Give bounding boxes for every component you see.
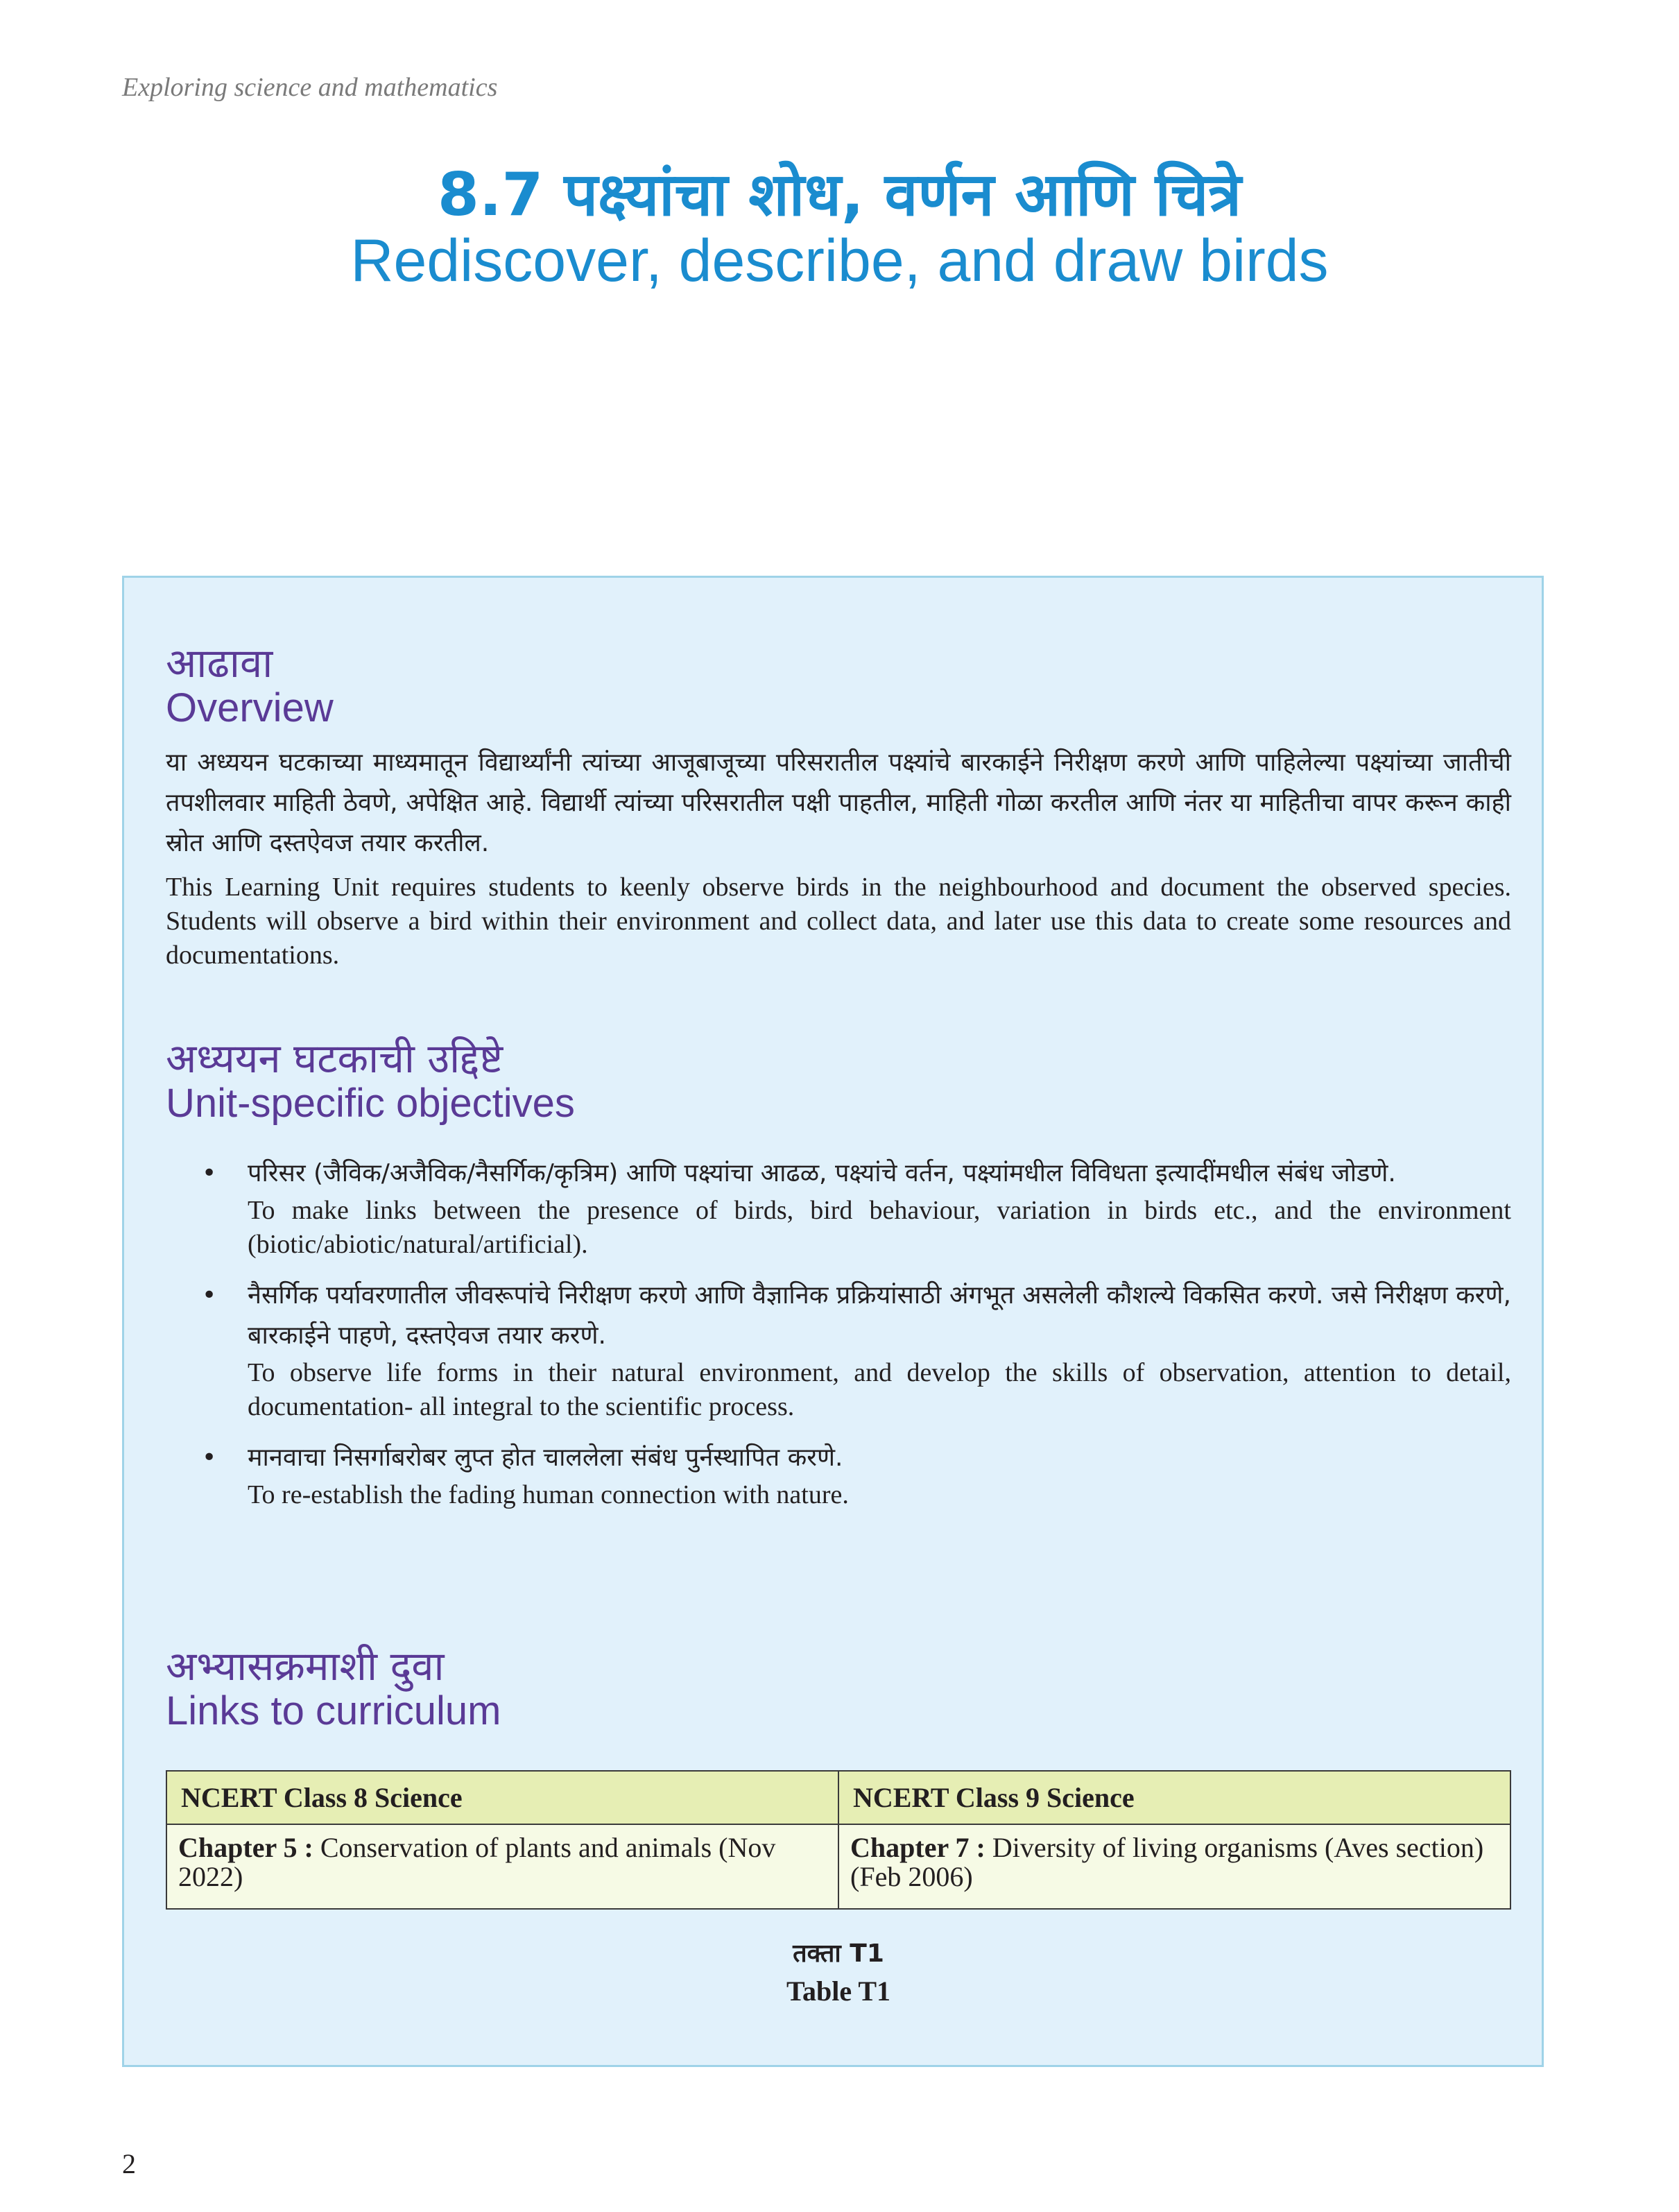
table-row [166, 1824, 1510, 1909]
curriculum-section [166, 1645, 1511, 1733]
table-cell [166, 1824, 838, 1909]
chapter-label: Chapter 5 : [178, 1832, 313, 1863]
bullet: • [202, 1443, 217, 1472]
table-caption-mr: तक्ता T1 [793, 1939, 884, 1968]
table-caption-en: Table T1 [786, 1975, 891, 2007]
objective-text-mr: परिसर (जैविक/अजैविक/नैसर्गिक/कृत्रिम) आणि पक्ष्यांचा आढळ, पक्ष्यांचे वर्तन, पक्ष्यांमधील विविधता इत्यादींमधील संबंध जोडणे. [248, 1158, 1396, 1188]
overview-text-mr: या अध्ययन घटकाच्या माध्यमातून विद्यार्थ्यांनी त्यांच्या आजूबाजूच्या परिसरातील पक्ष्यांचे बारकाईने निरीक्षण करणे आणि पाहिलेल्या पक्ष्यांच्या जातीची तपशीलवार माहिती ठेवणे, अपेक्षित आहे. विद्यार्थी त्यांच्या परिसरातील पक्षी पाहतील, माहिती गोळा करतील आणि नंतर या माहितीचा वापर करून काही स्रोत आणि दस्तऐवज तयार करतील. [166, 748, 1511, 857]
running-head: Exploring science and mathematics [122, 73, 498, 102]
objective-text-en: To re-establish the fading human connection with nature. [248, 1480, 849, 1509]
table-cell [838, 1824, 1510, 1909]
bullet: • [202, 1280, 217, 1310]
overview-heading-en: Overview [166, 685, 334, 730]
curriculum-heading-en: Links to curriculum [166, 1688, 501, 1733]
objectives-list [166, 1154, 1511, 1512]
curriculum-table [166, 1770, 1511, 1910]
table-header-row [166, 1771, 1510, 1824]
objective-text-en: To observe life forms in their natural environment, and develop the skills of observation, attention to detail, documentation- all integral to the scientific process. [248, 1357, 1511, 1421]
objective-text-en: To make links between the presence of birds, bird behaviour, variation in birds etc., and the environment (biotic/abiotic/natural/artificial). [248, 1195, 1511, 1259]
curriculum-heading-mr: अभ्यासक्रमाशी दुवा [166, 1643, 445, 1690]
unit-info-panel [122, 576, 1544, 2067]
chapter-text: Conservation of plants and animals (Nov 2022) [178, 1832, 776, 1892]
objectives-section [166, 1037, 1511, 1526]
table-caption [166, 1935, 1511, 2010]
chapter-label: Chapter 7 : [850, 1832, 985, 1863]
column-header: NCERT Class 8 Science [166, 1771, 838, 1824]
page-title [0, 161, 1679, 295]
list-item [166, 1276, 1511, 1424]
objective-text-mr: नैसर्गिक पर्यावरणातील जीवरूपांचे निरीक्षण करणे आणि वैज्ञानिक प्रक्रियांसाठी अंगभूत असलेली कौशल्ये विकसित करणे. जसे निरीक्षण करणे, बारकाईने पाहणे, दस्तऐवज तयार करणे. [248, 1280, 1511, 1350]
chapter-text: Diversity of living organisms (Aves section) (Feb 2006) [850, 1832, 1484, 1892]
list-item [166, 1154, 1511, 1262]
bullet: • [202, 1158, 217, 1188]
objectives-heading-en: Unit-specific objectives [166, 1080, 575, 1126]
overview-heading-mr: आढावा [166, 640, 273, 687]
column-header: NCERT Class 9 Science [838, 1771, 1510, 1824]
overview-section [166, 642, 1511, 972]
objective-text-mr: मानवाचा निसर्गाबरोबर लुप्त होत चाललेला संबंध पुर्नस्थापित करणे. [248, 1443, 843, 1472]
list-item [166, 1438, 1511, 1512]
title-english: Rediscover, describe, and draw birds [350, 227, 1329, 294]
overview-text-en: This Learning Unit requires students to keenly observe birds in the neighbourhood and document the observed species. Students will observe a bird within their environment and collect data, and later use this data to create some resources and documentations. [166, 872, 1511, 970]
objectives-heading-mr: अध्ययन घटकाची उद्दिष्टे [166, 1035, 503, 1082]
title-marathi: 8.7 पक्ष्यांचा शोध, वर्णन आणि चित्रे [438, 160, 1241, 230]
page-number: 2 [122, 2148, 136, 2179]
